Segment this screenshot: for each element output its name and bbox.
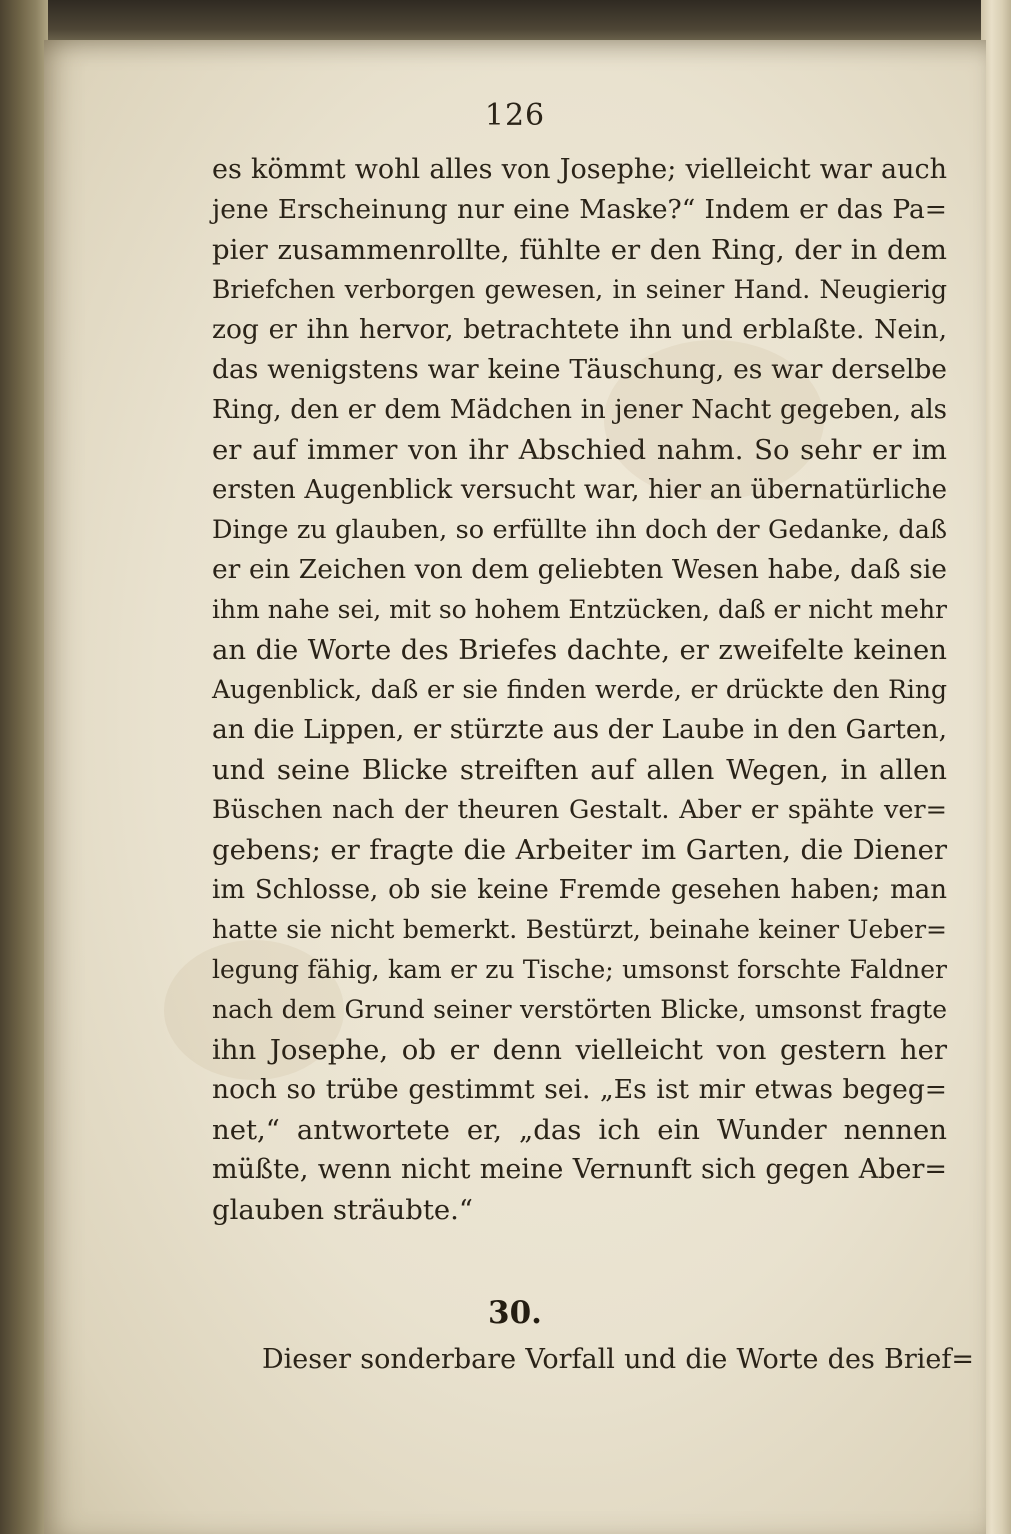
text-line: Augenblick, daß er sie finden werde, er drückte den Ring	[212, 675, 947, 704]
text-line: glauben sträubte.“	[212, 1194, 473, 1226]
text-line: Ring, den er dem Mädchen in jener Nacht gegeben, als	[212, 395, 947, 425]
book-page	[44, 40, 986, 1534]
text-line: es kömmt wohl alles von Josephe; vielleicht war auch	[212, 154, 947, 185]
text-line: legung fähig, kam er zu Tische; umsonst forschte Faldner	[212, 955, 947, 984]
text-line: nach dem Grund seiner verstörten Blicke, umsonst fragte	[212, 995, 947, 1024]
text-line: hatte sie nicht bemerkt. Bestürzt, beinahe keiner Ueber=	[212, 915, 947, 944]
text-line: pier zusammenrollte, fühlte er den Ring, der in dem	[212, 234, 947, 266]
text-line: ersten Augenblick versucht war, hier an übernatürliche	[212, 475, 947, 505]
text-line: das wenigstens war keine Täuschung, es war derselbe	[212, 354, 947, 385]
text-line: net,“ antwortete er, „das ich ein Wunder nennen	[212, 1114, 947, 1146]
text-line: ihm nahe sei, mit so hohem Entzücken, daß er nicht mehr	[212, 595, 947, 624]
page-number: 126	[484, 98, 546, 133]
chapter-number: 30.	[488, 1295, 542, 1331]
text-line: an die Worte des Briefes dachte, er zweifelte keinen	[212, 634, 947, 666]
text-line: noch so trübe gestimmt sei. „Es ist mir etwas begeg=	[212, 1074, 947, 1105]
text-line: zog er ihn hervor, betrachtete ihn und erblaßte. Nein,	[212, 314, 947, 345]
text-line: müßte, wenn nicht meine Vernunft sich gegen Aber=	[212, 1154, 947, 1185]
chapter-first-line: Dieser sonderbare Vorfall und die Worte des Brief=	[262, 1344, 974, 1375]
text-line: gebens; er fragte die Arbeiter im Garten, die Diener	[212, 834, 947, 866]
text-line: und seine Blicke streiften auf allen Wegen, in allen	[212, 754, 947, 786]
text-line: er ein Zeichen von dem geliebten Wesen habe, daß sie	[212, 554, 947, 585]
text-line: Dinge zu glauben, so erfüllte ihn doch der Gedanke, daß	[212, 515, 947, 545]
body-text	[212, 150, 947, 1230]
text-line: er auf immer von ihr Abschied nahm. So sehr er im	[212, 434, 947, 466]
book-spine-edge	[0, 0, 48, 1534]
text-line: im Schlosse, ob sie keine Fremde gesehen haben; man	[212, 875, 947, 905]
text-line: Briefchen verborgen gewesen, in seiner Hand. Neugierig	[212, 275, 947, 304]
text-line: an die Lippen, er stürzte aus der Laube in den Garten,	[212, 714, 947, 745]
text-line: ihn Josephe, ob er denn vielleicht von gestern her	[212, 1034, 947, 1066]
text-line: Büschen nach der theuren Gestalt. Aber er spähte ver=	[212, 795, 947, 825]
text-line: jene Erscheinung nur eine Maske?“ Indem er das Pa=	[212, 194, 947, 225]
